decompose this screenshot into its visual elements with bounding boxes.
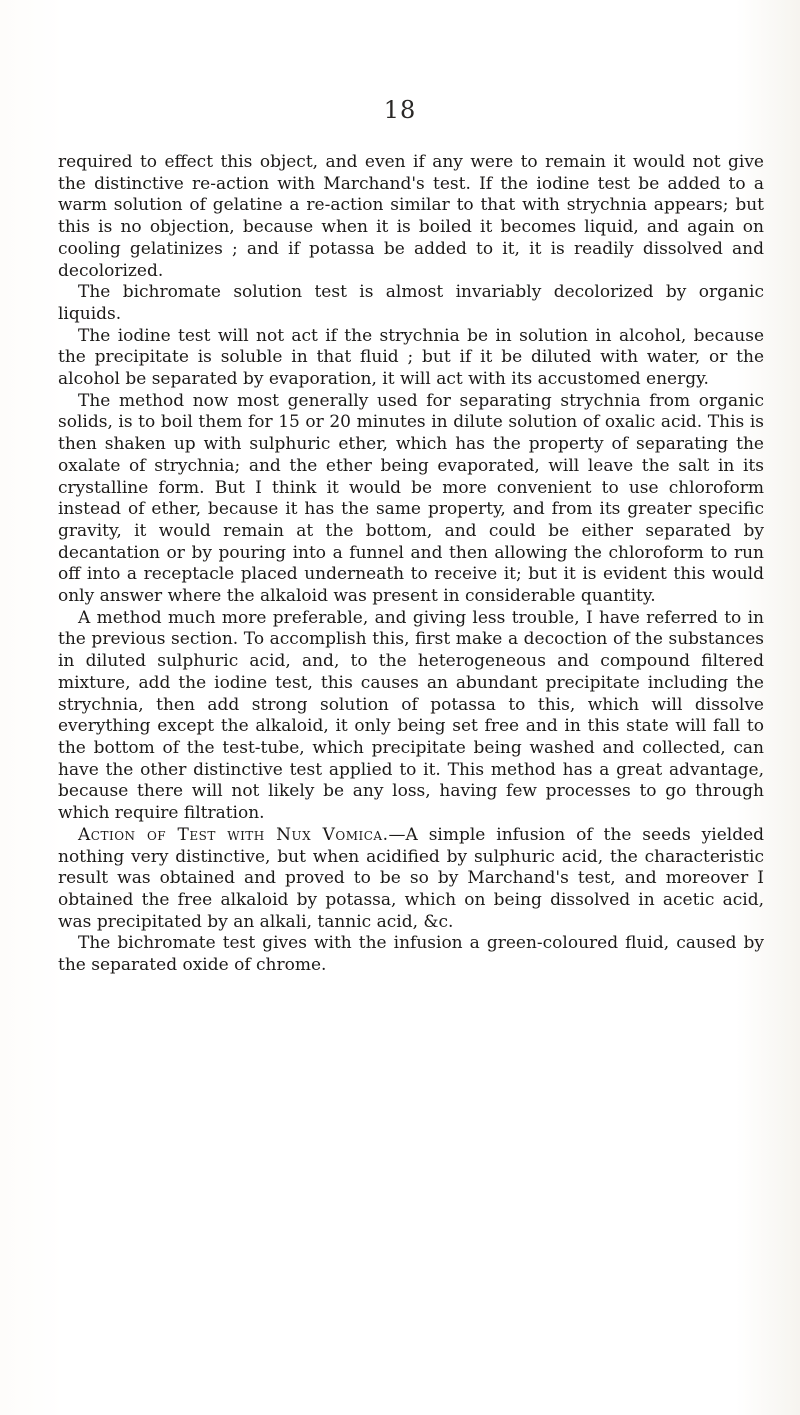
paragraph-7: The bichromate test gives with the infusion a green-coloured fluid, caused by the separated oxide of chrome. [58, 933, 764, 976]
paragraph-4: The method now most generally used for separating strychnia from organic solids, is to boil them for 15 or 20 minutes in dilute solution of oxalic acid. This is then shaken up with sulphuric ether, which has the property of separating the oxalate of strychnia; and the ether being evaporated, will leave the salt in its crystalline form. But I think it would be more convenient to use chloroform instead of ether, because it has the same property, and from its greater specific gravity, it would remain at the bottom, and could be either separated by decantation or by pouring into a funnel and then allowing the chloroform to run off into a receptacle placed underneath to receive it; but it is evident this would only answer where the alkaloid was present in considerable quantity. [58, 390, 764, 607]
section-heading: Action of Test with Nux Vomica. [78, 824, 389, 845]
paragraph-2: The bichromate solution test is almost invariably decolorized by organic liquids. [58, 282, 764, 324]
page-number: 18 [383, 96, 417, 124]
body-text [58, 152, 764, 977]
paragraph-6-text: —A simple infusion of the seeds yielded nothing very distinctive, but when acidified by sulphuric acid, the characteristic result was obtained and proved to be so by Marchand's test, and moreover I obtained the free alkaloid by potassa, which on being dissolved in acetic acid, was precipitated by an alkali, tannic acid, &c. [58, 824, 765, 932]
paragraph-1: required to effect this object, and even if any were to remain it would not give the distinctive re-action with Marchand's test. If the iodine test be added to a warm solution of gelatine a re-action similar to that with strychnia appears; but this is no objection, because when it is boiled it becomes liquid, and again on cooling gelatinizes ; and if potassa be added to it, it is readily dissolved and decolorized. [58, 152, 764, 281]
paragraph-6 [58, 825, 764, 934]
paragraph-5: A method much more preferable, and giving less trouble, I have referred to in the previous section. To accomplish this, first make a decoction of the substances in diluted sulphuric acid, and, to the heterogeneous and compound filtered mixture, add the iodine test, this causes an abundant precipitate including the strychnia, then add strong solution of potassa to this, which will dissolve everything except the alkaloid, it only being set free and in this state will fall to the bottom of the test-tube, which precipitate being washed and collected, can have the other distinctive test applied to it. This method has a great advantage, because there will not likely be any loss, having few processes to go through which require filtration. [58, 607, 764, 824]
paragraph-3: The iodine test will not act if the strychnia be in solution in alcohol, because the precipitate is soluble in that fluid ; but if it be diluted with water, or the alcohol be separated by evaporation, it will act with its accustomed energy. [58, 325, 764, 390]
